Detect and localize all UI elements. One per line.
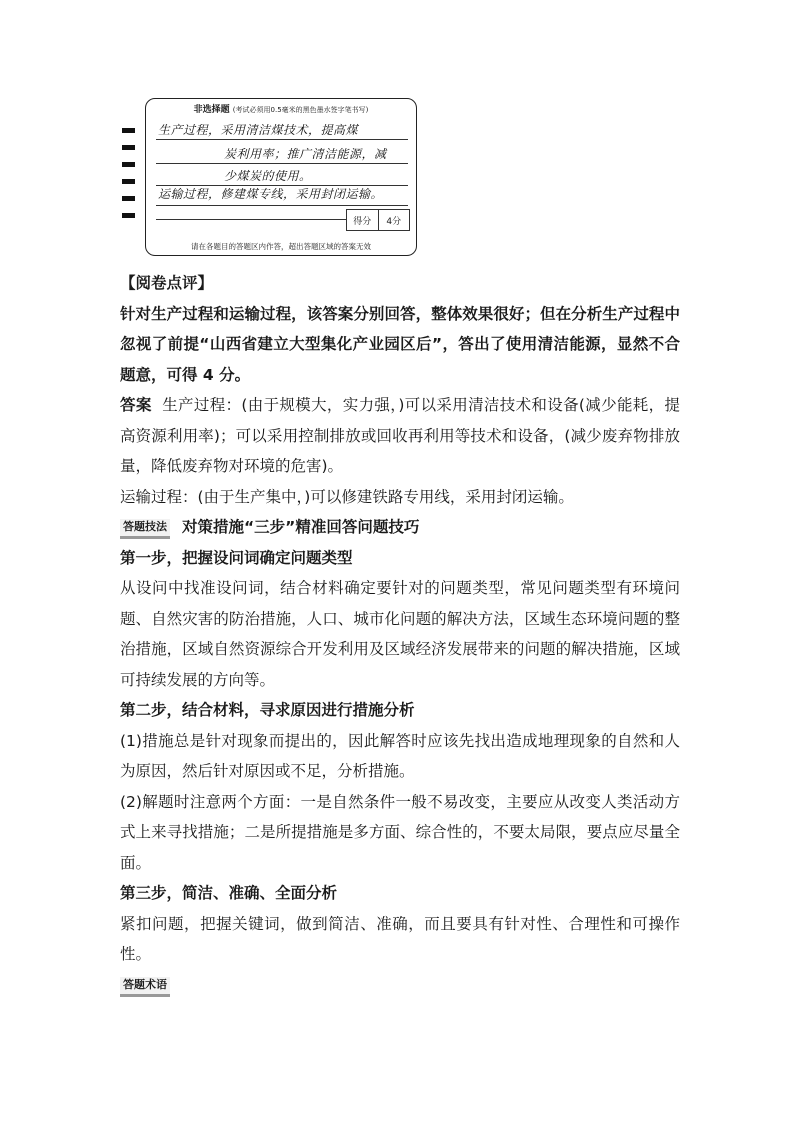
technique-line: [120, 512, 680, 543]
review-heading: 【阅卷点评】: [120, 274, 214, 292]
answer-rule: [156, 219, 346, 220]
answer-label: 答案: [120, 396, 152, 414]
scan-marks: [122, 128, 136, 230]
handwriting-line-2: 炭利用率；推广清洁能源，减: [224, 147, 387, 161]
handwriting-line-3: 少煤炭的使用。: [224, 169, 312, 183]
scan-mark: [122, 179, 135, 184]
step-3-heading: 第三步，简洁、准确、全面分析: [120, 884, 338, 902]
review-text: 针对生产过程和运输过程，该答案分别回答，整体效果很好；但在分析生产过程中忽视了前提“山西省建立大型集化产业园区后”，答出了使用清洁能源，显然不合题意，可得 4 分。: [120, 304, 680, 384]
answer-rule: [156, 139, 408, 140]
scan-mark: [122, 145, 135, 150]
scan-mark: [122, 162, 135, 167]
answer-production-paragraph: [120, 390, 680, 482]
scan-mark: [122, 196, 135, 201]
step-2-paragraph-1: (1)措施总是针对现象而提出的，因此解答时应该先找出造成地理现象的自然和人为原因，然后针对原因或不足，分析措施。: [120, 731, 680, 780]
step-1-paragraph: 从设问中找准设问词，结合材料确定要针对的问题类型，常见问题类型有环境问题、自然灾害的防治措施，人口、城市化问题的解决方法，区域生态环境问题的整治措施，区域自然资源综合开发利用及区域经济发展带来的问题的解决措施，区域可持续发展的方向等。: [120, 579, 680, 689]
handwriting-line-1: 生产过程，采用清洁煤技术，提高煤: [158, 123, 359, 137]
scan-mark: [122, 213, 135, 218]
document-body: [120, 268, 680, 1000]
card-header: [146, 102, 416, 115]
step-1-heading: 第一步，把握设问词确定问题类型: [120, 548, 353, 567]
step-2-paragraph-2: (2)解题时注意两个方面：一是自然条件一般不易改变，主要应从改变人类活动方式上来寻找措施；二是所提措施是多方面、综合性的，不要太局限，要点应尽量全面。: [120, 792, 680, 872]
scan-mark: [122, 128, 135, 133]
handwriting-line-4: 运输过程，修建煤专线，采用封闭运输。: [158, 187, 384, 201]
terms-tag: 答题术语: [120, 977, 170, 997]
answer-card: [145, 98, 417, 256]
step-3-paragraph: 紧扣问题，把握关键词，做到简洁、准确，而且要具有针对性、合理性和可操作性。: [120, 914, 680, 963]
score-label: 得分: [353, 216, 372, 227]
card-header-note: (考试必须用0.5毫米的黑色墨水签字笔书写): [232, 106, 369, 114]
card-header-title: 非选择题: [193, 105, 230, 115]
score-value: 4分: [378, 210, 410, 230]
score-box: [346, 209, 410, 231]
card-footer-note: 请在各题目的答题区内作答，超出答题区域的答案无效: [191, 242, 371, 251]
technique-tag: 答题技法: [120, 519, 170, 539]
answer-production: 生产过程：(由于规模大，实力强，)可以采用清洁技术和设备(减少能耗，提高资源利用率)；可以采用控制排放或回收再利用等技术和设备，(减少废弃物排放量，降低废弃物对环境的危害)。: [120, 396, 680, 475]
step-2-heading: 第二步，结合材料，寻求原因进行措施分析: [120, 701, 415, 719]
technique-title: 对策措施“三步”精准回答问题技巧: [182, 518, 420, 536]
answer-rule: [156, 163, 408, 164]
answer-rule: [156, 205, 408, 206]
answer-transport: 运输过程：(由于生产集中，)可以修建铁路专用线，采用封闭运输。: [120, 487, 574, 506]
terms-line: [120, 970, 680, 1001]
